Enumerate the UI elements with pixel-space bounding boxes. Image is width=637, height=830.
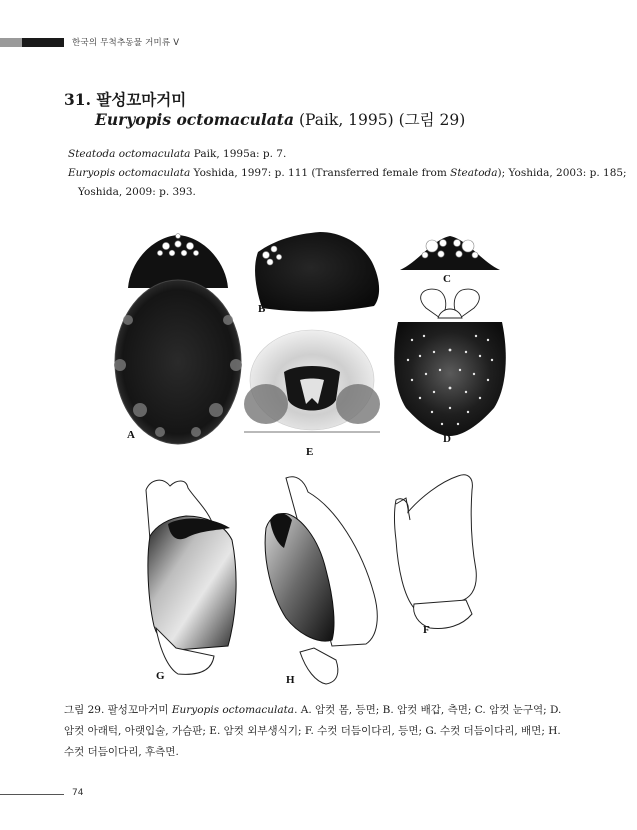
figure-f-male-palp-dorsal <box>395 475 477 629</box>
page-number: 74 <box>72 788 84 798</box>
figure-label-c: C <box>443 273 451 285</box>
figure-e-lobe-left <box>244 384 288 424</box>
figure-label-e: E <box>306 446 314 458</box>
figure-label-d: D <box>443 433 451 445</box>
figure-b-carapace-lateral <box>255 232 379 312</box>
figure-c-eye-region <box>400 236 500 270</box>
footer-rule <box>0 794 64 795</box>
synonym-2-genus: Steatoda <box>450 167 498 179</box>
synonym-1-ref: Paik, 1995a: p. 7. <box>190 148 287 160</box>
figure-e-epigynum <box>244 330 380 432</box>
figure-d-mouthparts-sternum <box>394 289 506 436</box>
figure-c-head <box>400 236 500 270</box>
figure-b-carapace <box>255 232 379 312</box>
species-title-korean: 31. 팔성꼬마거미 <box>64 90 187 109</box>
figure-f-cymbium <box>395 475 477 608</box>
caption-text: . A. 암컷 몸, 등면; B. 암컷 배갑, 측면; C. 암컷 눈구역; D. 암컷 아래턱, 아랫입술, 가슴판; E. 암컷 외부생식기; F. 수컷 더듬이다리, 등면; G. 수컷 더듬이다리, 배면; H. 수컷 더듬이다리, 후측면. <box>64 704 562 758</box>
figure-ref: (그림 29) <box>393 111 466 129</box>
caption-prefix: 그림 29. 팔성꼬마거미 <box>64 704 172 716</box>
figure-h-male-palp-retrolateral <box>265 477 377 684</box>
caption-species: Euryopis octomaculata <box>171 704 295 716</box>
synonym-2-ref-b: ); Yoshida, 2003: p. 185; <box>497 167 627 179</box>
figure-d-sternum <box>394 322 506 436</box>
figure-a-abdomen <box>115 280 241 444</box>
figure-label-g: G <box>156 670 165 682</box>
figure-a-female-body-dorsal <box>114 234 242 444</box>
figure-h-patella <box>300 648 338 684</box>
figure-label-f: F <box>423 624 430 636</box>
figure-label-h: H <box>286 674 295 686</box>
figure-label-b: B <box>258 303 266 315</box>
running-title: 한국의 무척추동물 거미류 V <box>72 38 180 48</box>
synonym-2-ref-a: Yoshida, 1997: p. 111 (Transferred female from <box>190 167 451 179</box>
scientific-name: Euryopis octomaculata <box>95 110 295 129</box>
authority: (Paik, 1995) <box>294 111 394 129</box>
synonym-2-name: Euryopis octomaculata <box>68 167 191 179</box>
figure-e-lobe-right <box>336 384 380 424</box>
figure-g-male-palp-ventral <box>146 480 236 674</box>
synonym-2-continued: Yoshida, 2009: p. 393. <box>78 186 196 198</box>
figure-g-bulb <box>148 516 236 650</box>
figure-caption <box>64 700 564 763</box>
figure-label-a: A <box>127 429 135 441</box>
synonym-1-name: Steatoda octomaculata <box>68 148 191 160</box>
